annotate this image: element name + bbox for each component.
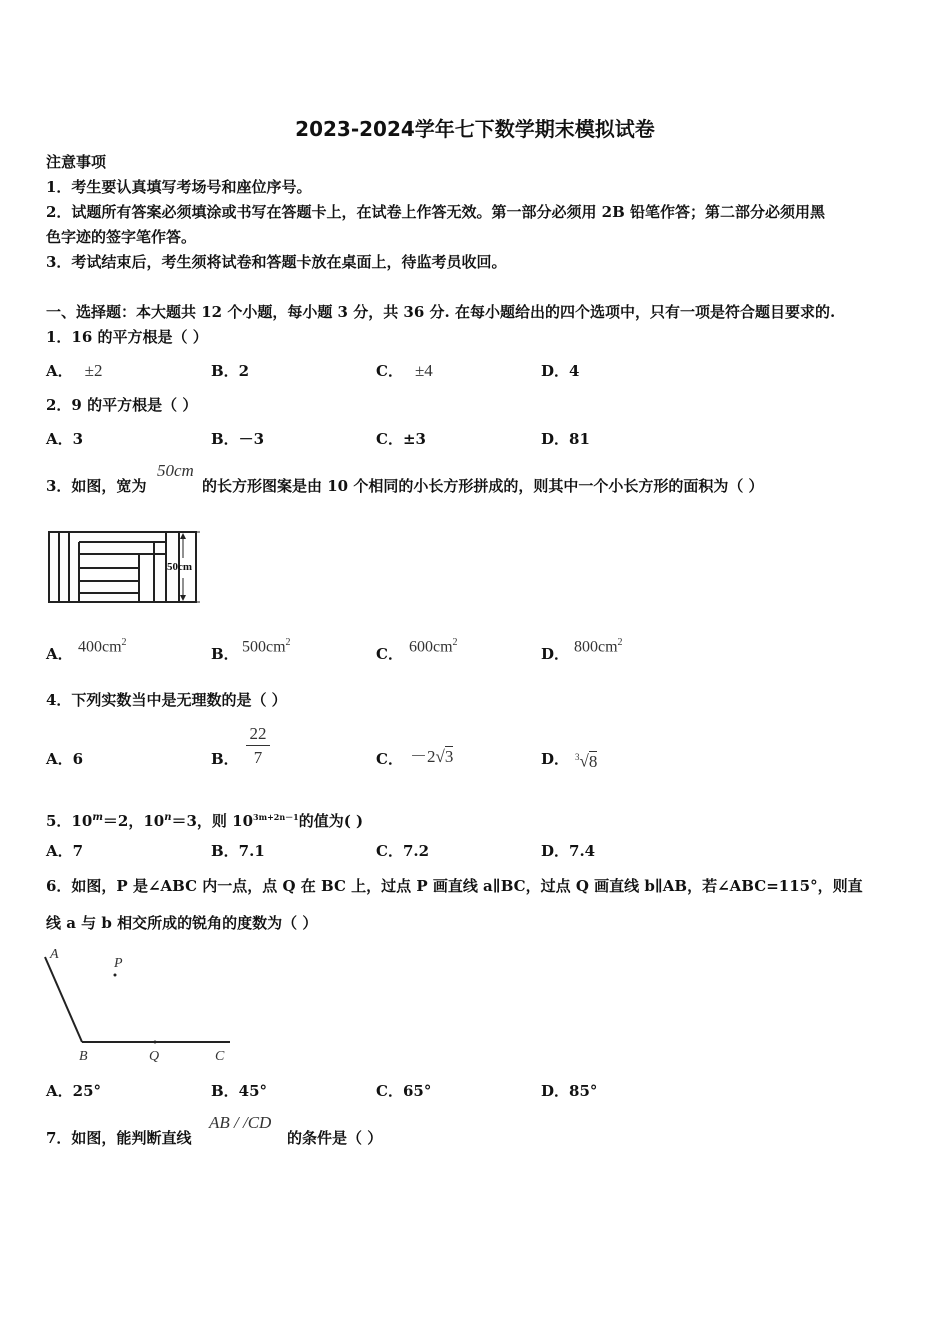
q6-stem-line1: 6．如图，P 是∠ABC 内一点，点 Q 在 BC 上，过点 P 画直线 a∥BC，过点 Q 画直线 b∥AB，若∠ABC=115°，则直 <box>46 877 863 895</box>
q3-option-c: $600cm^2$ <box>409 637 458 656</box>
q1-option-b: B．2 <box>211 362 250 380</box>
q1-option-d: D．4 <box>541 362 580 380</box>
q4-option-b-label: B． <box>211 750 239 768</box>
q6-label-a: A <box>50 947 59 962</box>
q6-option-b: B．45° <box>211 1082 268 1100</box>
q3-option-a-label: A． <box>46 645 73 663</box>
q3-option-c-label: C． <box>376 645 403 663</box>
q4-option-c-label: C． <box>376 750 403 768</box>
notice-item-1: 1．考生要认真填写考场号和座位序号。 <box>46 178 312 196</box>
q5-option-b: B．7.1 <box>211 842 265 860</box>
notice-heading: 注意事项 <box>46 153 107 171</box>
q6-angle-figure <box>40 945 240 1070</box>
q7-stem-pre: 7．如图，能判断直线 <box>46 1129 192 1147</box>
q4-option-d-label: D． <box>541 750 570 768</box>
q1-option-a: A． ±2 <box>46 361 103 380</box>
q7-stem-post: 的条件是（ ） <box>287 1129 383 1147</box>
page-title: 2023-2024学年七下数学期末模拟试卷 <box>295 117 655 141</box>
q2-option-b: B．－3 <box>211 430 265 448</box>
q1-option-c: C． ±4 <box>376 361 433 380</box>
q4-stem: 4．下列实数当中是无理数的是（ ） <box>46 691 287 709</box>
q1-stem: 1．16 的平方根是（ ） <box>46 328 208 346</box>
q2-stem: 2．9 的平方根是（ ） <box>46 396 198 414</box>
q3-option-b: $500cm^2$ <box>242 637 291 656</box>
q3-option-a: $400cm^2$ <box>78 637 127 656</box>
notice-item-2a: 2．试题所有答案必须填涂或书写在答题卡上，在试卷上作答无效。第一部分必须用 2B 铅笔作答；第二部分必须用黑 <box>46 203 826 221</box>
q4-option-a: A．6 <box>46 750 84 768</box>
q2-option-c: C．±3 <box>376 430 426 448</box>
q4-option-b-numerator: 22 <box>249 724 267 743</box>
q5-option-c: C．7.2 <box>376 842 430 860</box>
section-heading: 一、选择题：本大题共 12 个小题，每小题 3 分，共 36 分. 在每小题给出的四个选项中，只有一项是符合题目要求的. <box>46 303 836 321</box>
q5-option-d: D．7.4 <box>541 842 596 860</box>
q3-width-expr: 50cm <box>157 461 194 480</box>
q3-stem-pre: 3．如图，宽为 <box>46 477 147 495</box>
q2-option-d: D．81 <box>541 430 590 448</box>
q4-option-c: －2√3 <box>410 747 454 766</box>
q6-option-d: D．85° <box>541 1082 598 1100</box>
q3-option-b-label: B． <box>211 645 239 663</box>
q3-option-d-label: D． <box>541 645 570 663</box>
q6-stem-line2: 线 a 与 b 相交所成的锐角的度数为（ ） <box>46 914 318 932</box>
q6-option-c: C．65° <box>376 1082 432 1100</box>
q6-label-c: C <box>215 1049 225 1064</box>
q6-option-a: A．25° <box>46 1082 102 1100</box>
q5-stem: 5．$10^m=2$，$10^n=3$，则 $10^{3m+2n-1}$的值为( ) <box>46 812 364 830</box>
notice-item-2b: 色字迹的签字笔作答。 <box>46 228 197 246</box>
q6-label-q: Q <box>149 1049 160 1064</box>
notice-item-3: 3．考试结束后，考生须将试卷和答题卡放在桌面上，待监考员收回。 <box>46 253 507 271</box>
q4-option-d: $^3$√8 <box>575 751 598 771</box>
q3-figure-label: 50cm <box>167 561 193 573</box>
q3-stem-post: 的长方形图案是由 10 个相同的小长方形拼成的，则其中一个小长方形的面积为（ ） <box>202 477 764 495</box>
q2-option-a: A．3 <box>46 430 84 448</box>
q7-expr: AB / /CD <box>209 1113 272 1132</box>
q6-label-b: B <box>79 1049 88 1064</box>
q3-option-d: $800cm^2$ <box>574 637 623 656</box>
q4-option-b-denominator: 7 <box>253 748 263 767</box>
fraction-bar <box>246 745 270 746</box>
q6-label-p: P <box>114 956 123 971</box>
q5-option-a: A．7 <box>46 842 84 860</box>
